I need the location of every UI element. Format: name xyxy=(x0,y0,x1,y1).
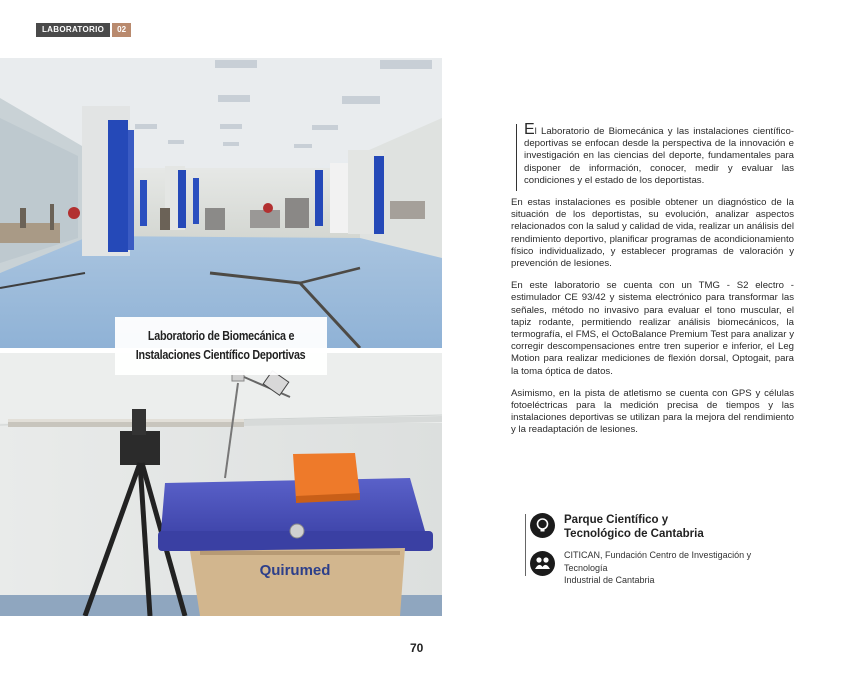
caption-line-1: Laboratorio de Biomecánica e xyxy=(147,329,295,343)
paragraph-1 xyxy=(511,121,794,187)
organization-line-2: Industrial de Cantabria xyxy=(564,575,655,585)
section-tag xyxy=(36,23,131,37)
lightbulb-icon xyxy=(530,513,555,538)
drop-cap: E xyxy=(524,121,535,138)
park-name-line-2: Tecnológico de Cantabria xyxy=(564,528,704,540)
section-number: 02 xyxy=(112,23,131,37)
photo-caption xyxy=(115,317,327,375)
quirumed-logo-text: Quirumed xyxy=(259,562,331,579)
paragraph-4: Asimismo, en la pista de atletismo se cuenta con GPS y células fotoeléctricas para la medición precisa de tiempos y las instalaciones deportivas se utilizan para la mejora del rendimiento y la readaptación de lesiones. xyxy=(511,387,794,436)
people-icon xyxy=(530,551,555,576)
equipment-photo xyxy=(0,353,442,616)
organization-name xyxy=(564,549,774,587)
body-text xyxy=(511,121,794,447)
paragraph-1-text: l Laboratorio de Biomecánica y las instalaciones científico-deportivas se enfocan desde la perspectiva de la innovación e investigación en las ciencias del deporte, fundamentales para disponer de información, conocer, medir y evaluar las condiciones y el estado de los deportistas. xyxy=(524,126,794,186)
info-rule xyxy=(525,514,526,576)
organization-line-1: CITICAN, Fundación Centro de Investigación y Tecnología xyxy=(564,550,752,573)
paragraph-3: En este laboratorio se cuenta con un TMG - S2 electro - estimulador CE 93/42 y sistema electrónico para transformar las señales, método no invasivo para evaluar el tono muscular, el tapiz rodante, permitiendo realizar análisis biomecánicos, la termografía, el FMS, el OctoBalance Premium Test para analizar y corregir descompensaciones entre tren superior e inferior, el Leg Motion para realizar mediciones de flexión dorsal, Optogait, para la toma óptica de datos. xyxy=(511,280,794,377)
park-name xyxy=(564,513,764,541)
paragraph-2: En estas instalaciones es posible obtener un diagnóstico de la situación de los deportistas, su evolución, analizar aspectos relacionados con la salud y calidad de vida, realizar un análisis del rendimiento deportivo, planificar programas de acondicionamiento físico individualizado, y establecer programas de valoración y prevención de lesiones. xyxy=(511,197,794,270)
section-label: LABORATORIO xyxy=(36,23,110,37)
park-name-line-1: Parque Científico y xyxy=(564,514,669,526)
page-number: 70 xyxy=(410,641,424,655)
lab-hall-photo xyxy=(0,58,442,348)
caption-line-2: Instalaciones Científico Deportivas xyxy=(136,348,306,362)
